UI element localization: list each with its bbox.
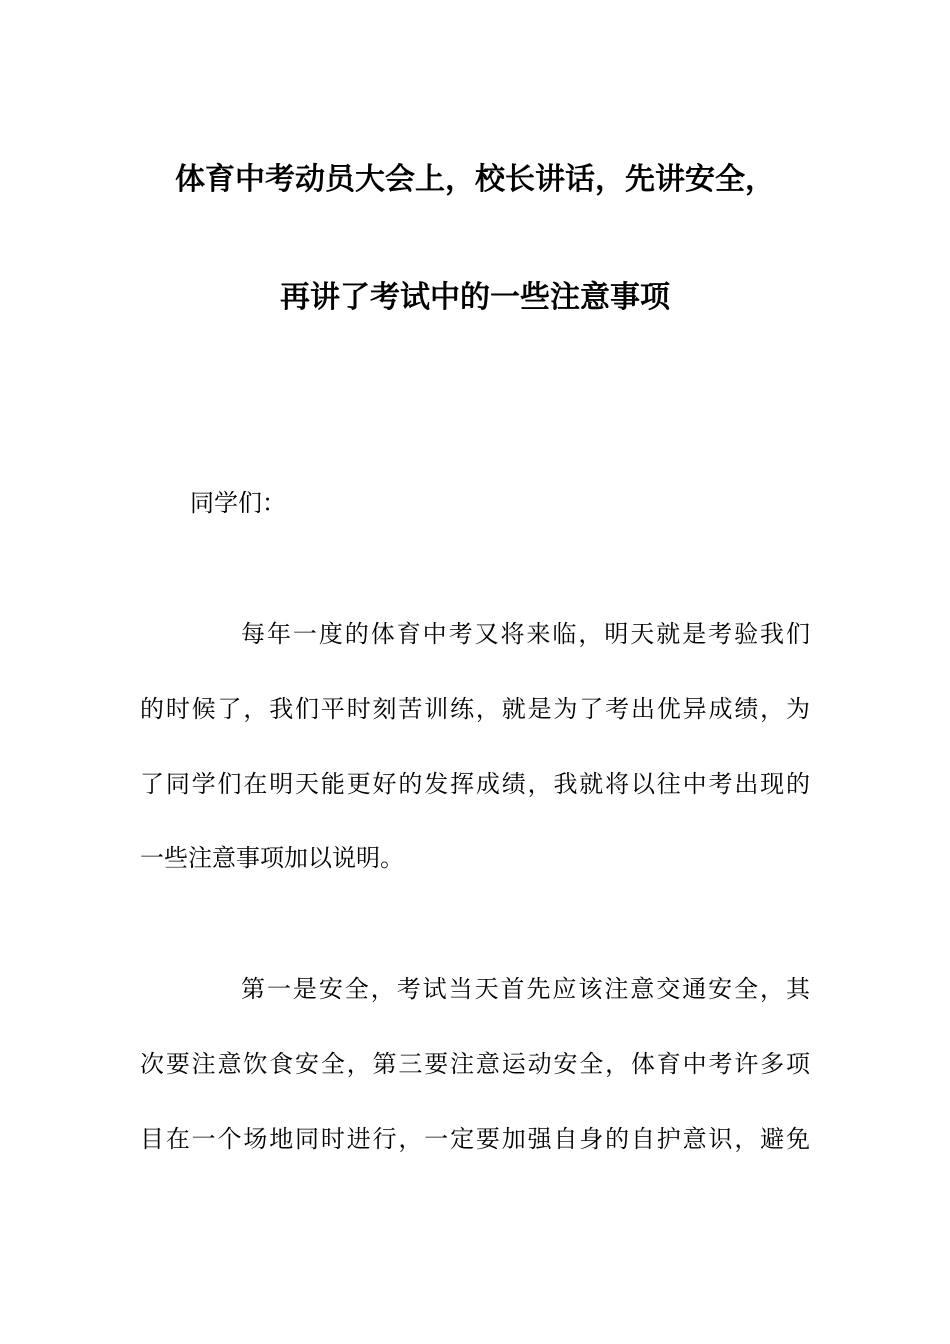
paragraph-1-line-3: 了同学们在明天能更好的发挥成绩，我就将以往中考出现的 [140, 770, 810, 798]
paragraph-1-line-1: 每年一度的体育中考又将来临，明天就是考验我们 [241, 620, 810, 648]
paragraph-1-line-4: 一些注意事项加以说明。 [140, 844, 404, 872]
document-title-line-1: 体育中考动员大会上，校长讲话，先讲安全， [175, 162, 775, 197]
document-title-line-2: 再讲了考试中的一些注意事项 [280, 280, 670, 315]
paragraph-2-line-1: 第一是安全，考试当天首先应该注意交通安全，其 [241, 975, 810, 1003]
salutation: 同学们： [190, 489, 286, 517]
paragraph-2-line-2: 次要注意饮食安全，第三要注意运动安全，体育中考许多项 [140, 1050, 810, 1078]
paragraph-2-line-3: 目在一个场地同时进行，一定要加强自身的自护意识，避免 [140, 1125, 810, 1153]
paragraph-1-line-2: 的时候了，我们平时刻苦训练，就是为了考出优异成绩，为 [140, 695, 810, 723]
